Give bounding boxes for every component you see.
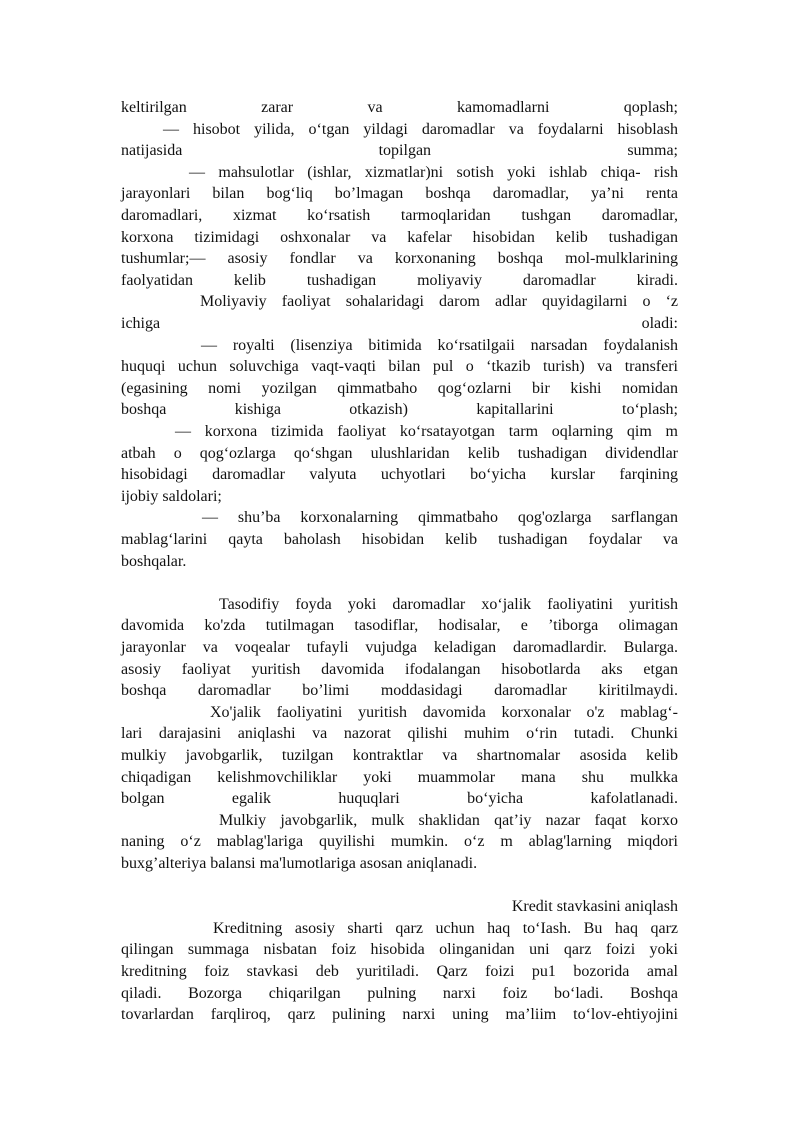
text-line: — korxona tizimida faoliyat ko‘rsatayotgan tarm oqlarning qim m: [175, 423, 678, 440]
text-line: tovarlardan farqliroq, qarz pulining narxi uning ma’liim to‘lov-ehtiyojini: [121, 1006, 678, 1024]
text-line: boshqa kishiga otkazish) kapitallarini to‘plash;: [121, 401, 678, 419]
text-line: Kredit stavkasini aniqlash: [511, 898, 678, 916]
text-line: boshqa daromadlar bo’limi moddasidagi daromadlar kiritilmaydi.: [121, 682, 678, 700]
text-line: Tasodifiy foyda yoki daromadlar xo‘jalik faoliyatini yuritish: [219, 595, 678, 613]
text-line: — royalti (lisenziya bitimida ko‘rsatilgaii narsadan foydalanish: [201, 336, 678, 354]
text-line: qilingan summaga nisbatan foiz hisobida olinganidan uni qarz foizi yoki: [121, 941, 678, 959]
text-line: (egasining nomi yozilgan qimmatbaho qog‘ozlarni bir kishi nomidan: [121, 379, 678, 397]
text-line: tushumlar;— asosiy fondlar va korxonaning boshqa mol-mulklarining: [121, 250, 678, 268]
text-line: ichiga oladi:: [121, 315, 678, 332]
blank-line: [121, 875, 678, 897]
text-line: faolyatidan kelib tushadigan moliyaviy daromadlar kiradi.: [121, 271, 678, 289]
text-line: Kreditning asosiy sharti qarz uchun haq to‘Iash. Bu haq qarz: [213, 919, 678, 937]
text-line: hisobidagi daromadlar valyuta uchyotlari bo‘yicha kurslar farqining: [121, 466, 678, 484]
text-line: jarayonlari bilan bog‘liq bo’lmagan boshqa daromadlar, ya’ni renta: [121, 185, 678, 203]
text-line: Moliyaviy faoliyat sohalaridagi darom adlar quyidagilarni o ‘z: [200, 293, 678, 311]
text-line: kreditning foiz stavkasi deb yuritiladi. Qarz foizi pu1 bozorida amal: [121, 963, 678, 980]
text-line: ijobiy saldolari;: [121, 487, 222, 505]
text-line: qiladi. Bozorga chiqarilgan pulning narxi foiz bo‘ladi. Boshqa: [121, 984, 678, 1002]
text-line: mulkiy javobgarlik, tuzilgan kontraktlar va shartnomalar asosida kelib: [121, 747, 678, 764]
text-line: asosiy faoliyat yuritish davomida ifodalangan hisobotlarda aks etgan: [121, 660, 678, 678]
text-line: mablag‘larini qayta baholash hisobidan kelib tushadigan foydalar va: [121, 531, 678, 548]
text-line: — shu’ba korxonalarning qimmatbaho qog'ozlarga sarflangan: [202, 509, 678, 527]
text-line: korxona tizimidagi oshxonalar va kafelar hisobidan kelib tushadigan: [121, 228, 678, 246]
text-line: chiqadigan kelishmovchiliklar yoki muammolar mana shu mulkka: [121, 768, 678, 786]
blank-line: [121, 572, 678, 594]
text-line: jarayonlar va voqealar tufayli vujudga keladigan daromadlardir. Bularga.: [121, 639, 678, 656]
text-line: huquqi uchun soluvchiga vaqt-vaqti bilan pul o ‘tkazib turish) va transferi: [121, 358, 678, 376]
text-line: keltirilgan zarar va kamomadlarni qoplash;: [121, 99, 678, 116]
text-line: naning o‘z mablag'lariga quyilishi mumkin. o‘z m ablag'larning miqdori: [121, 833, 678, 851]
text-line: — hisobot yilida, o‘tgan yildagi daromadlar va foydalarni hisoblash: [163, 120, 678, 138]
text-line: natijasida topilgan summa;: [121, 142, 678, 160]
text-line: atbah o qog‘ozlarga qo‘shgan ulushlaridan kelib tushadigan dividendlar: [121, 444, 678, 462]
text-line: — mahsulotlar (ishlar, xizmatlar)ni sotish yoki ishlab chiqa- rish: [189, 163, 678, 181]
text-line: Xo'jalik faoliyatini yuritish davomida korxonalar o'z mablag‘-: [210, 703, 678, 721]
text-line: boshqalar.: [121, 552, 187, 570]
text-line: davomida ko'zda tutilmagan tasodiflar, hodisalar, e ’tiborga olimagan: [121, 617, 678, 635]
text-line: lari darajasini aniqlashi va nazorat qilishi muhim o‘rin tutadi. Chunki: [121, 725, 678, 743]
text-line: buxg’alteriya balansi ma'lumotlariga asosan aniqlanadi.: [121, 855, 478, 872]
text-line: Mulkiy javobgarlik, mulk shaklidan qat’iy nazar faqat korxo: [219, 811, 678, 829]
text-line: bolgan egalik huquqlari bo‘yicha kafolatlanadi.: [121, 790, 678, 808]
text-line: daromadlari, xizmat ko‘rsatish tarmoqlaridan tushgan daromadlar,: [121, 207, 678, 224]
